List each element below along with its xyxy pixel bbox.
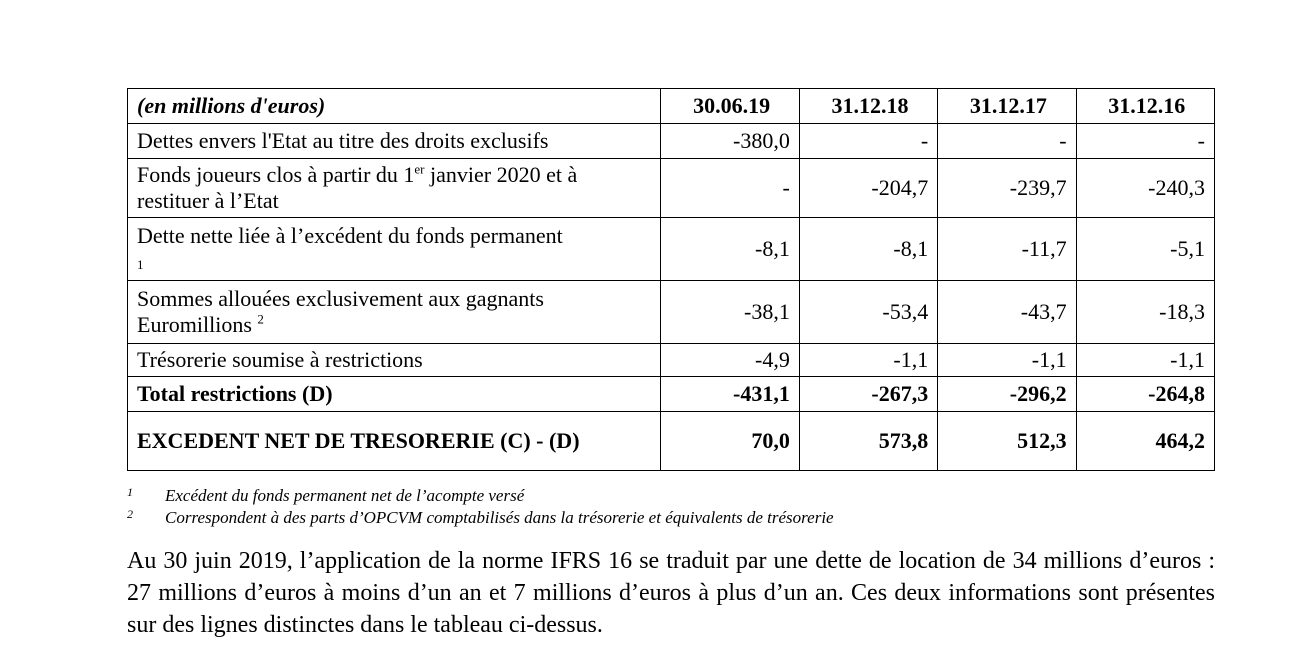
total-row [128, 377, 1215, 412]
cell-value: -296,2 [938, 377, 1076, 412]
cell-value: -1,1 [799, 344, 937, 377]
table-row [128, 344, 1215, 377]
cell-value: -239,7 [938, 159, 1076, 218]
row-label: Dettes envers l'Etat au titre des droits exclusifs [128, 124, 661, 159]
cell-value: 573,8 [799, 412, 937, 471]
cell-value: - [661, 159, 799, 218]
cell-value: -267,3 [799, 377, 937, 412]
body-paragraph: Au 30 juin 2019, l’application de la norme IFRS 16 se traduit par une dette de location de 34 millions d’euros : 27 millions d’euros à moins d’un an et 7 millions d’euros à plus d’un an. Ces deux informations sont présentes sur des lignes distinctes dans le tableau ci-dessus. [127, 548, 1215, 638]
cell-value: -4,9 [661, 344, 799, 377]
row-label-part: janvier 2020 et à restituer à l’Etat [137, 162, 578, 213]
cell-value: -11,7 [938, 218, 1076, 281]
row-label: EXCEDENT NET DE TRESORERIE (C) - (D) [128, 412, 661, 471]
ordinal-superscript: er [414, 161, 425, 177]
cell-value: - [1076, 124, 1214, 159]
cell-value: - [799, 124, 937, 159]
column-header: 30.06.19 [661, 89, 799, 124]
cell-value: -1,1 [938, 344, 1076, 377]
cell-value: 70,0 [661, 412, 799, 471]
cell-value: -38,1 [661, 281, 799, 344]
row-label: Total restrictions (D) [128, 377, 661, 412]
financial-table [127, 88, 1215, 471]
row-label-text: Dette nette liée à l’excédent du fonds permanent [137, 223, 563, 248]
footnote [127, 485, 834, 507]
cell-value: -1,1 [1076, 344, 1214, 377]
cell-value: 464,2 [1076, 412, 1214, 471]
footnote-ref: 1 [137, 257, 144, 272]
column-header: 31.12.16 [1076, 89, 1214, 124]
table-row [128, 218, 1215, 281]
table-header-row [128, 89, 1215, 124]
cell-value: -264,8 [1076, 377, 1214, 412]
cell-value: -53,4 [799, 281, 937, 344]
row-label-part: Fonds joueurs clos à partir du 1 [137, 162, 415, 187]
row-label-text: Sommes allouées exclusivement aux gagnants Euromillions [137, 286, 544, 337]
cell-value: -380,0 [661, 124, 799, 159]
row-label [128, 159, 661, 218]
cell-value: -8,1 [661, 218, 799, 281]
unit-label: (en millions d'euros) [128, 89, 661, 124]
footnote-text: Correspondent à des parts d’OPCVM comptabilisés dans la trésorerie et équivalents de trésorerie [165, 508, 834, 527]
table-row [128, 281, 1215, 344]
row-label [128, 218, 661, 281]
net-surplus-row [128, 412, 1215, 471]
footnote-mark: 1 [127, 485, 133, 499]
table-row [128, 124, 1215, 159]
row-label: Trésorerie soumise à restrictions [128, 344, 661, 377]
column-header: 31.12.18 [799, 89, 937, 124]
cell-value: -204,7 [799, 159, 937, 218]
footnote-mark: 2 [127, 507, 133, 521]
cell-value: 512,3 [938, 412, 1076, 471]
column-header: 31.12.17 [938, 89, 1076, 124]
footnote [127, 507, 834, 529]
cell-value: -18,3 [1076, 281, 1214, 344]
row-label [128, 281, 661, 344]
cell-value: - [938, 124, 1076, 159]
table-row [128, 159, 1215, 218]
cell-value: -5,1 [1076, 218, 1214, 281]
cell-value: -431,1 [661, 377, 799, 412]
footnote-text: Excédent du fonds permanent net de l’acompte versé [165, 486, 525, 505]
footnotes [127, 485, 834, 529]
footnote-ref: 2 [257, 311, 264, 327]
cell-value: -43,7 [938, 281, 1076, 344]
cell-value: -8,1 [799, 218, 937, 281]
cell-value: -240,3 [1076, 159, 1214, 218]
